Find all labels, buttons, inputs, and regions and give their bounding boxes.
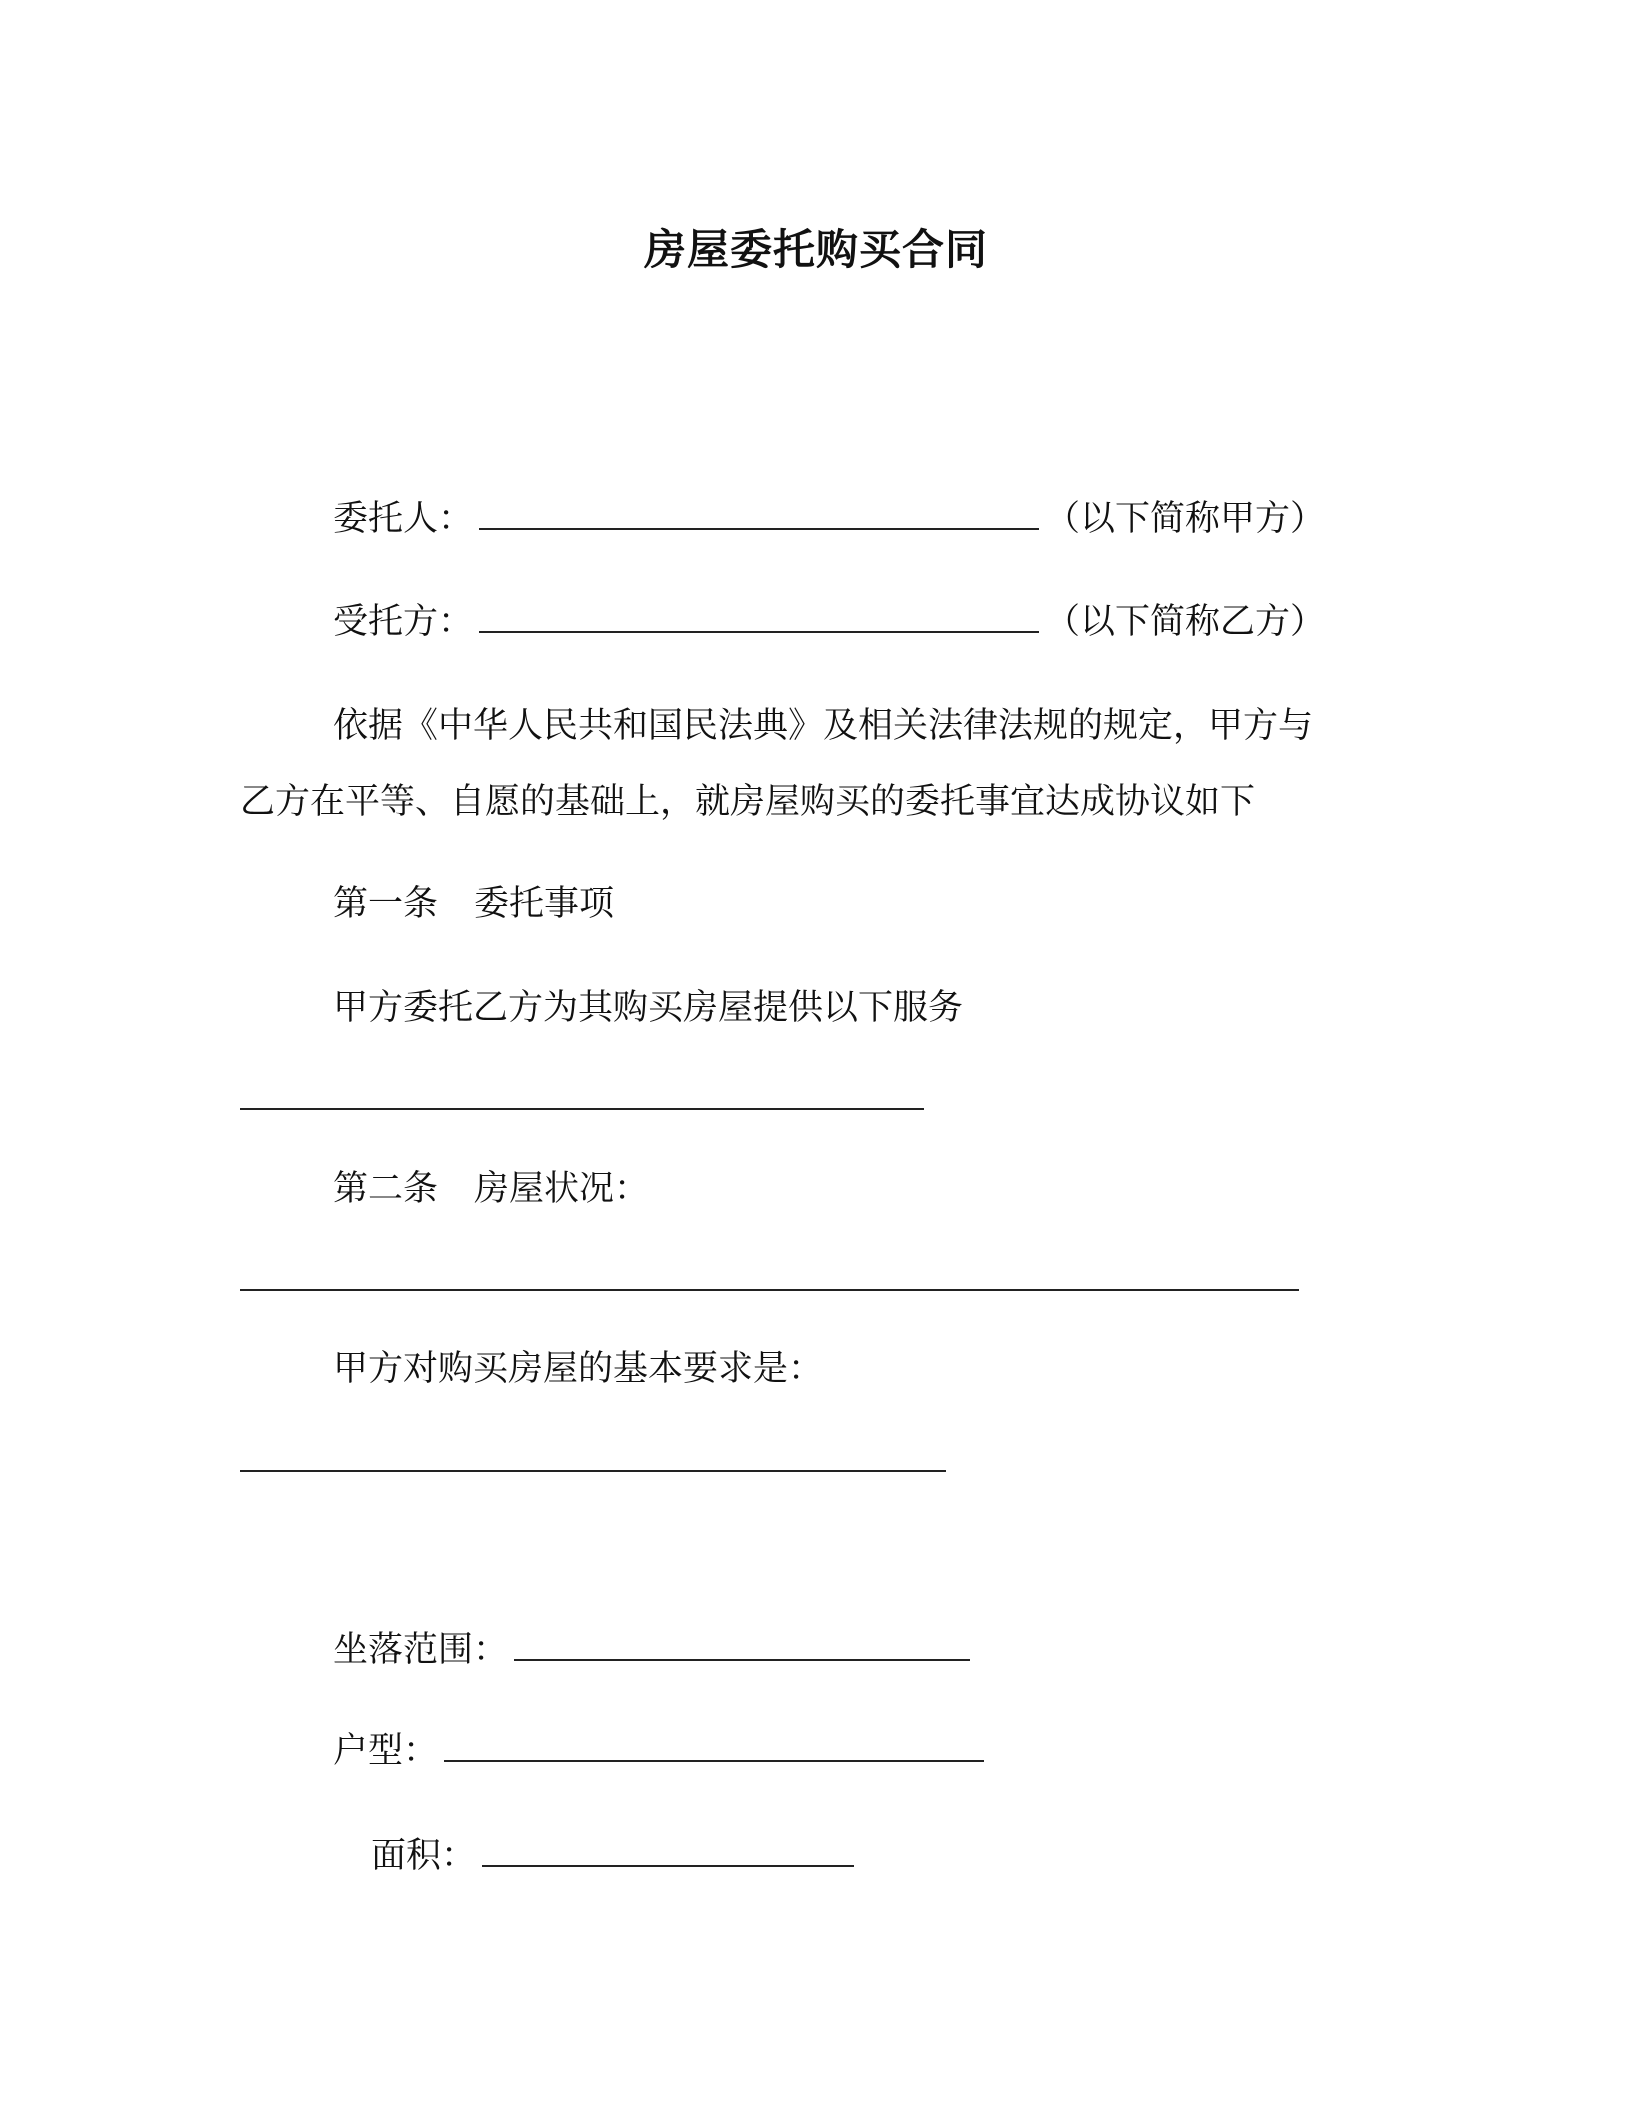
layout-blank[interactable] — [444, 1734, 984, 1762]
house-condition-blank[interactable] — [240, 1289, 1299, 1291]
article2-title: 房屋状况： — [474, 1169, 650, 1209]
agent-line — [333, 599, 1325, 645]
article2-heading — [333, 1166, 649, 1212]
client-line — [333, 496, 1325, 542]
agent-blank[interactable] — [479, 605, 1039, 633]
location-line — [333, 1627, 976, 1673]
agent-suffix: （以下简称乙方） — [1045, 602, 1326, 642]
client-suffix: （以下简称甲方） — [1045, 499, 1326, 539]
document-title: 房屋委托购买合同 — [643, 225, 988, 274]
location-label: 坐落范围： — [333, 1630, 509, 1670]
article1-number: 第一条 — [333, 884, 439, 924]
requirements-blank[interactable] — [240, 1470, 946, 1472]
layout-line — [333, 1728, 990, 1774]
agent-label: 受托方： — [333, 602, 474, 642]
requirements-text: 甲方对购买房屋的基本要求是： — [333, 1349, 824, 1389]
services-blank[interactable] — [240, 1108, 924, 1110]
intro-line-1: 依据《中华人民共和国民法典》及相关法律法规的规定，甲方与 — [333, 706, 1314, 746]
article1-heading — [333, 881, 614, 927]
location-blank[interactable] — [514, 1633, 970, 1661]
intro-line-2: 乙方在平等、自愿的基础上，就房屋购买的委托事宜达成协议如下 — [240, 782, 1256, 822]
area-label: 面积： — [371, 1836, 477, 1876]
article1-title: 委托事项 — [474, 884, 615, 924]
article1-text: 甲方委托乙方为其购买房屋提供以下服务 — [333, 988, 964, 1028]
area-line — [371, 1833, 860, 1879]
client-label: 委托人： — [333, 499, 474, 539]
client-blank[interactable] — [479, 502, 1039, 530]
layout-label: 户型： — [333, 1731, 439, 1771]
area-blank[interactable] — [482, 1839, 854, 1867]
article2-number: 第二条 — [333, 1169, 439, 1209]
